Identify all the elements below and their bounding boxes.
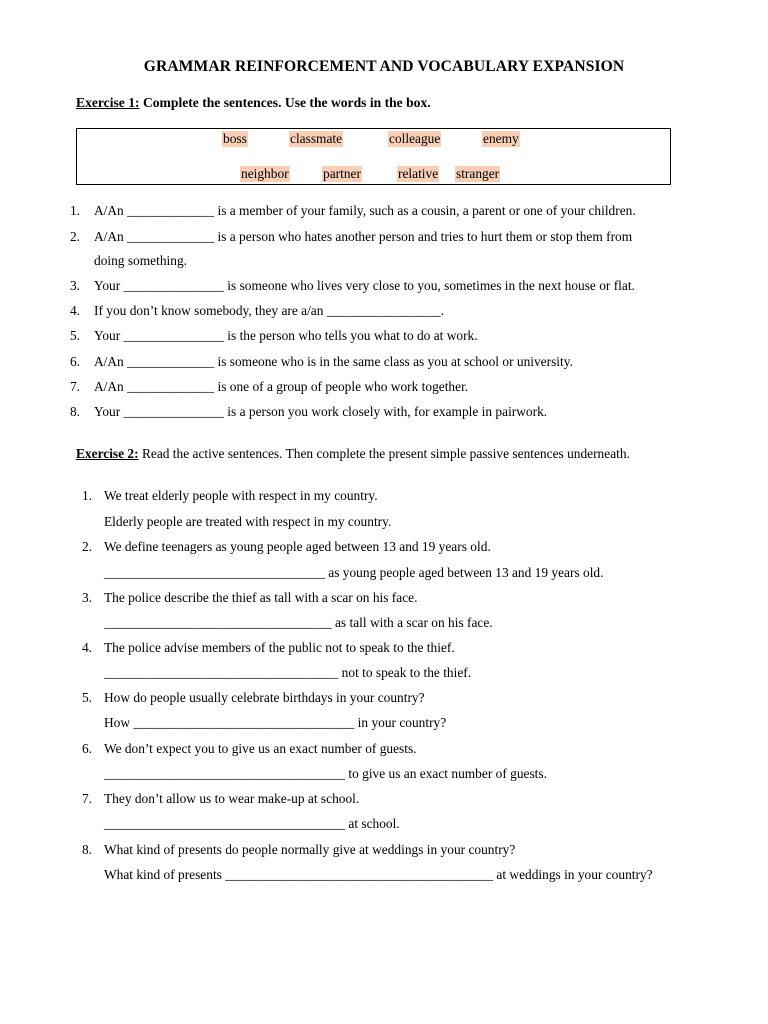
page-title: GRAMMAR REINFORCEMENT AND VOCABULARY EXPANSION — [143, 58, 625, 75]
word-colleague: colleague — [389, 131, 441, 146]
ex1-item-text: A/An _____________ is a member of your family, such as a cousin, a parent or one of your children. — [94, 203, 636, 218]
ex2-item-number: 2. — [81, 539, 92, 554]
ex2-passive-sentence: _________________________________ as young people aged between 13 and 19 years old. — [104, 565, 604, 580]
exercise1-label: Exercise 1: — [76, 95, 140, 110]
ex1-item-text: If you don’t know somebody, they are a/an _________________. — [94, 303, 444, 318]
ex2-active-sentence: How do people usually celebrate birthdays in your country? — [104, 690, 425, 705]
ex2-item-number: 3. — [81, 590, 92, 605]
ex1-item-number: 2. — [69, 229, 80, 244]
ex2-active-sentence: We don’t expect you to give us an exact number of guests. — [104, 741, 417, 756]
ex2-item-number: 1. — [81, 488, 92, 503]
ex1-item-text: Your _______________ is a person you work closely with, for example in pairwork. — [94, 404, 548, 419]
ex1-item-number: 4. — [69, 303, 80, 318]
ex1-item-number: 6. — [69, 354, 80, 369]
ex2-active-sentence: What kind of presents do people normally give at weddings in your country? — [104, 842, 516, 857]
ex2-passive-sentence: Elderly people are treated with respect in my country. — [104, 514, 392, 529]
ex2-active-sentence: They don’t allow us to wear make-up at school. — [104, 791, 360, 806]
exercise2-label: Exercise 2: — [76, 446, 139, 461]
ex2-item-number: 5. — [81, 690, 92, 705]
ex2-passive-sentence: ___________________________________ not to speak to the thief. — [104, 665, 472, 680]
word-partner: partner — [323, 166, 361, 181]
exercise1-instruction: Complete the sentences. Use the words in the box. — [139, 95, 431, 110]
exercise2-instruction: Read the active sentences. Then complete the present simple passive sentences underneath. — [138, 446, 630, 461]
ex1-item-number: 5. — [69, 328, 80, 343]
word-classmate: classmate — [290, 131, 343, 146]
ex1-item-text: A/An _____________ is someone who is in the same class as you at school or university. — [94, 354, 573, 369]
word-neighbor: neighbor — [241, 166, 289, 181]
ex1-item-text: Your _______________ is the person who tells you what to do at work. — [94, 328, 478, 343]
ex1-item-text: A/An _____________ is a person who hates another person and tries to hurt them or stop them from — [94, 229, 633, 244]
word-stranger: stranger — [456, 166, 500, 181]
ex2-passive-sentence: ____________________________________ at school. — [104, 816, 400, 831]
word-enemy: enemy — [483, 131, 519, 146]
word-box — [76, 128, 671, 185]
ex1-item-text: A/An _____________ is one of a group of people who work together. — [94, 379, 469, 394]
ex1-item-number: 1. — [69, 203, 80, 218]
ex2-passive-sentence: How _________________________________ in your country? — [104, 715, 447, 730]
ex1-item-number: 8. — [69, 404, 80, 419]
ex2-passive-sentence: What kind of presents ________________________________________ at weddings in your country? — [104, 867, 653, 882]
exercise2-heading — [76, 446, 630, 462]
ex2-item-number: 8. — [81, 842, 92, 857]
ex2-item-number: 7. — [81, 791, 92, 806]
ex1-item-text-cont: doing something. — [94, 253, 187, 268]
word-boss: boss — [223, 131, 247, 146]
ex2-active-sentence: We define teenagers as young people aged between 13 and 19 years old. — [104, 539, 491, 554]
ex2-active-sentence: The police describe the thief as tall with a scar on his face. — [104, 590, 418, 605]
ex2-item-number: 6. — [81, 741, 92, 756]
ex2-active-sentence: The police advise members of the public not to speak to the thief. — [104, 640, 455, 655]
ex1-item-number: 7. — [69, 379, 80, 394]
ex2-active-sentence: We treat elderly people with respect in my country. — [104, 488, 378, 503]
ex2-passive-sentence: ____________________________________ to give us an exact number of guests. — [104, 766, 547, 781]
ex2-passive-sentence: __________________________________ as tall with a scar on his face. — [104, 615, 493, 630]
word-relative: relative — [398, 166, 439, 181]
ex1-item-number: 3. — [69, 278, 80, 293]
ex2-item-number: 4. — [81, 640, 92, 655]
exercise1-heading — [76, 95, 431, 111]
ex1-item-text: Your _______________ is someone who lives very close to you, sometimes in the next house or flat. — [94, 278, 635, 293]
